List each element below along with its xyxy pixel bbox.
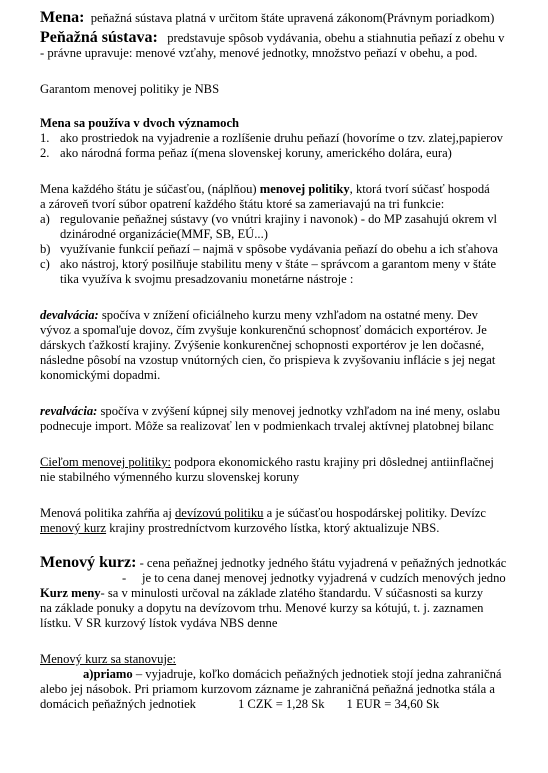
document-page <box>40 10 548 712</box>
priamo-marker: a) <box>83 667 94 681</box>
ciel-term: Cieľom menovej politiky: <box>40 455 172 469</box>
stanovuje-heading: Menový kurz sa stanovuje: <box>40 652 177 666</box>
devalvacia-line: vývoz a spomaľuje dovoz, čím zvyšuje konkurenčnú schopnosť domácich exportérov. Je <box>40 323 487 337</box>
kurz-meny-text: - sa v minulosti určoval na základe zlatého štandardu. V súčasnosti sa kurzy <box>100 586 484 600</box>
menovy-kurz-def: - cena peňažnej jednotky jedného štátu vyjadrená v peňažných jednotkác <box>136 556 507 570</box>
list-text: ako národná forma peňaz í(mena slovenskej koruny, amerického dolára, eura) <box>60 146 452 160</box>
intro-text: Mena každého štátu je súčasťou, (náplňou) <box>40 182 260 196</box>
devizova-politika-term: devízovú politiku <box>174 506 264 520</box>
revalvacia-line: podnecuje import. Môže sa realizovať len v podmienkach trvalej aktívnej platobnej bilanc <box>40 419 494 433</box>
list-marker: a) <box>40 212 50 226</box>
penazna-sustava-def: predstavuje spôsob vydávania, obehu a stiahnutia peňazí z obehu v <box>157 31 505 45</box>
list-text: ako prostriedok na vyjadrenie a rozlíšenie druhu peňazí (hovoríme o tzv. zlatej,papierov <box>60 131 503 145</box>
list-marker: c) <box>40 257 50 271</box>
priamo-line-3 <box>40 697 548 712</box>
list-item-continuation: dzinárodné organizácie(MMF, SB, EÚ...) <box>60 227 268 241</box>
revalvacia-term: revalvácia: <box>40 404 98 418</box>
devalvacia-line: konomickými dopadmi. <box>40 368 161 382</box>
intro-text-post: , ktorá tvorí súčasť hospodá <box>349 182 490 196</box>
ciel-line <box>40 455 548 470</box>
revalvacia-text: spočíva v zvýšení kúpnej sily menovej jednotky vzhľadom na iné meny, oslabu <box>97 404 501 418</box>
devizova-line-2 <box>40 521 548 536</box>
list-item-continuation: tika využíva k svojmu presadzovaniu monetárne nástroje : <box>60 272 354 286</box>
list-text: využívanie funkcií peňazí – najmä v spôsobe vydávania peňazí do obehu a ich sťahova <box>60 242 498 256</box>
devizova-pre: Menová politika zahŕňa aj <box>40 506 175 520</box>
priamo-line-2: alebo jej násobok. Pri priamom kurzovom zázname je zahraničná peňažná jednotka stála a <box>40 682 495 696</box>
menova-politika-term: menovej politiky <box>259 182 350 196</box>
dash-marker: - <box>122 571 127 585</box>
kurz-meny-line <box>40 586 548 601</box>
penazna-sustava-term: Peňažná sústava: <box>40 29 158 46</box>
list-item <box>40 212 548 227</box>
list-item <box>40 242 548 257</box>
list-item <box>40 146 548 161</box>
list-marker: b) <box>40 242 51 256</box>
mena-term: Mena: <box>40 10 85 26</box>
ciel-line-2: nie stabilného výmenného kurzu slovenskej koruny <box>40 470 300 484</box>
devizova-post: a je súčasťou hospodárskej politiky. Devízc <box>263 506 486 520</box>
mena-definition <box>40 10 548 26</box>
menovy-kurz-line <box>40 555 548 571</box>
revalvacia-line <box>40 404 548 419</box>
devalvacia-line <box>40 308 548 323</box>
priamo-term: priamo <box>93 667 133 681</box>
priamo-line3-pre: domácich peňažných jednotiek <box>40 697 196 711</box>
mena-def: peňažná sústava platná v určitom štáte upravená zákonom(Právnym poriadkom) <box>84 11 495 25</box>
menovy-kurz-term: menový kurz <box>40 521 107 535</box>
devizova-line2-post: krajiny prostredníctvom kurzového lístka, ktorý aktualizuje NBS. <box>106 521 440 535</box>
list-marker: 1. <box>40 131 50 145</box>
devalvacia-line: dárskych ťažkostí krajiny. Zvýšenie konkurenčnej schopnosti exportérov je len dočasné, <box>40 338 485 352</box>
penazna-sustava-line2: - právne upravuje: menové vzťahy, menové jednotky, množstvo peňazí v obehu, a pod. <box>40 46 478 60</box>
list-text: regulovanie peňažnej sústavy (vo vnútri krajiny i navonok) - do MP zasahujú okrem vl <box>60 212 498 226</box>
kurz-meny-line-3: lístku. V SR kurzový lístok vydáva NBS denne <box>40 616 278 630</box>
list-text: ako nástroj, ktorý posilňuje stabilitu meny v štáte – správcom a garantom meny v štáte <box>60 257 497 271</box>
devalvacia-text: spočíva v znížení oficiálneho kurzu meny vzhľadom na ostatné meny. Dev <box>98 308 478 322</box>
garant-text: Garantom menovej politiky je NBS <box>40 82 220 96</box>
menovy-kurz-dash-line <box>40 571 548 586</box>
penazna-sustava-definition <box>40 30 548 46</box>
menovy-kurz-heading: Menový kurz: <box>40 554 137 571</box>
menova-politika-intro <box>40 182 548 197</box>
example-eur: 1 EUR = 34,60 Sk <box>346 697 440 711</box>
priamo-text: – vyjadruje, koľko domácich peňažných jednotiek stojí jedna zahraničná <box>132 667 502 681</box>
example-czk: 1 CZK = 1,28 Sk <box>237 697 325 711</box>
list-item <box>40 257 548 272</box>
dash-text: je to cena danej menovej jednotky vyjadrená v cudzích menových jedno <box>142 571 506 585</box>
menova-politika-intro-2: a zároveň tvorí súbor opatrení každého štátu ktoré sa zameriavajú na tri funkcie: <box>40 197 445 211</box>
kurz-meny-term: Kurz meny <box>40 586 101 600</box>
dva-vyznamy-heading: Mena sa používa v dvoch významoch <box>40 116 240 130</box>
devalvacia-term: devalvácia: <box>40 308 99 322</box>
list-marker: 2. <box>40 146 50 160</box>
list-item <box>40 131 548 146</box>
devalvacia-line: následne pôsobí na vzostup vnútorných cien, čo prispieva k zvyšovaniu inflácie s jej negat <box>40 353 496 367</box>
kurz-meny-line-2: na základe ponuky a dopytu na devízovom trhu. Menové kurzy sa kótujú, t. j. zaznamen <box>40 601 484 615</box>
ciel-text: podpora ekonomického rastu krajiny pri dôslednej antiinflačnej <box>171 455 494 469</box>
priamo-line <box>40 667 548 682</box>
devizova-line <box>40 506 548 521</box>
